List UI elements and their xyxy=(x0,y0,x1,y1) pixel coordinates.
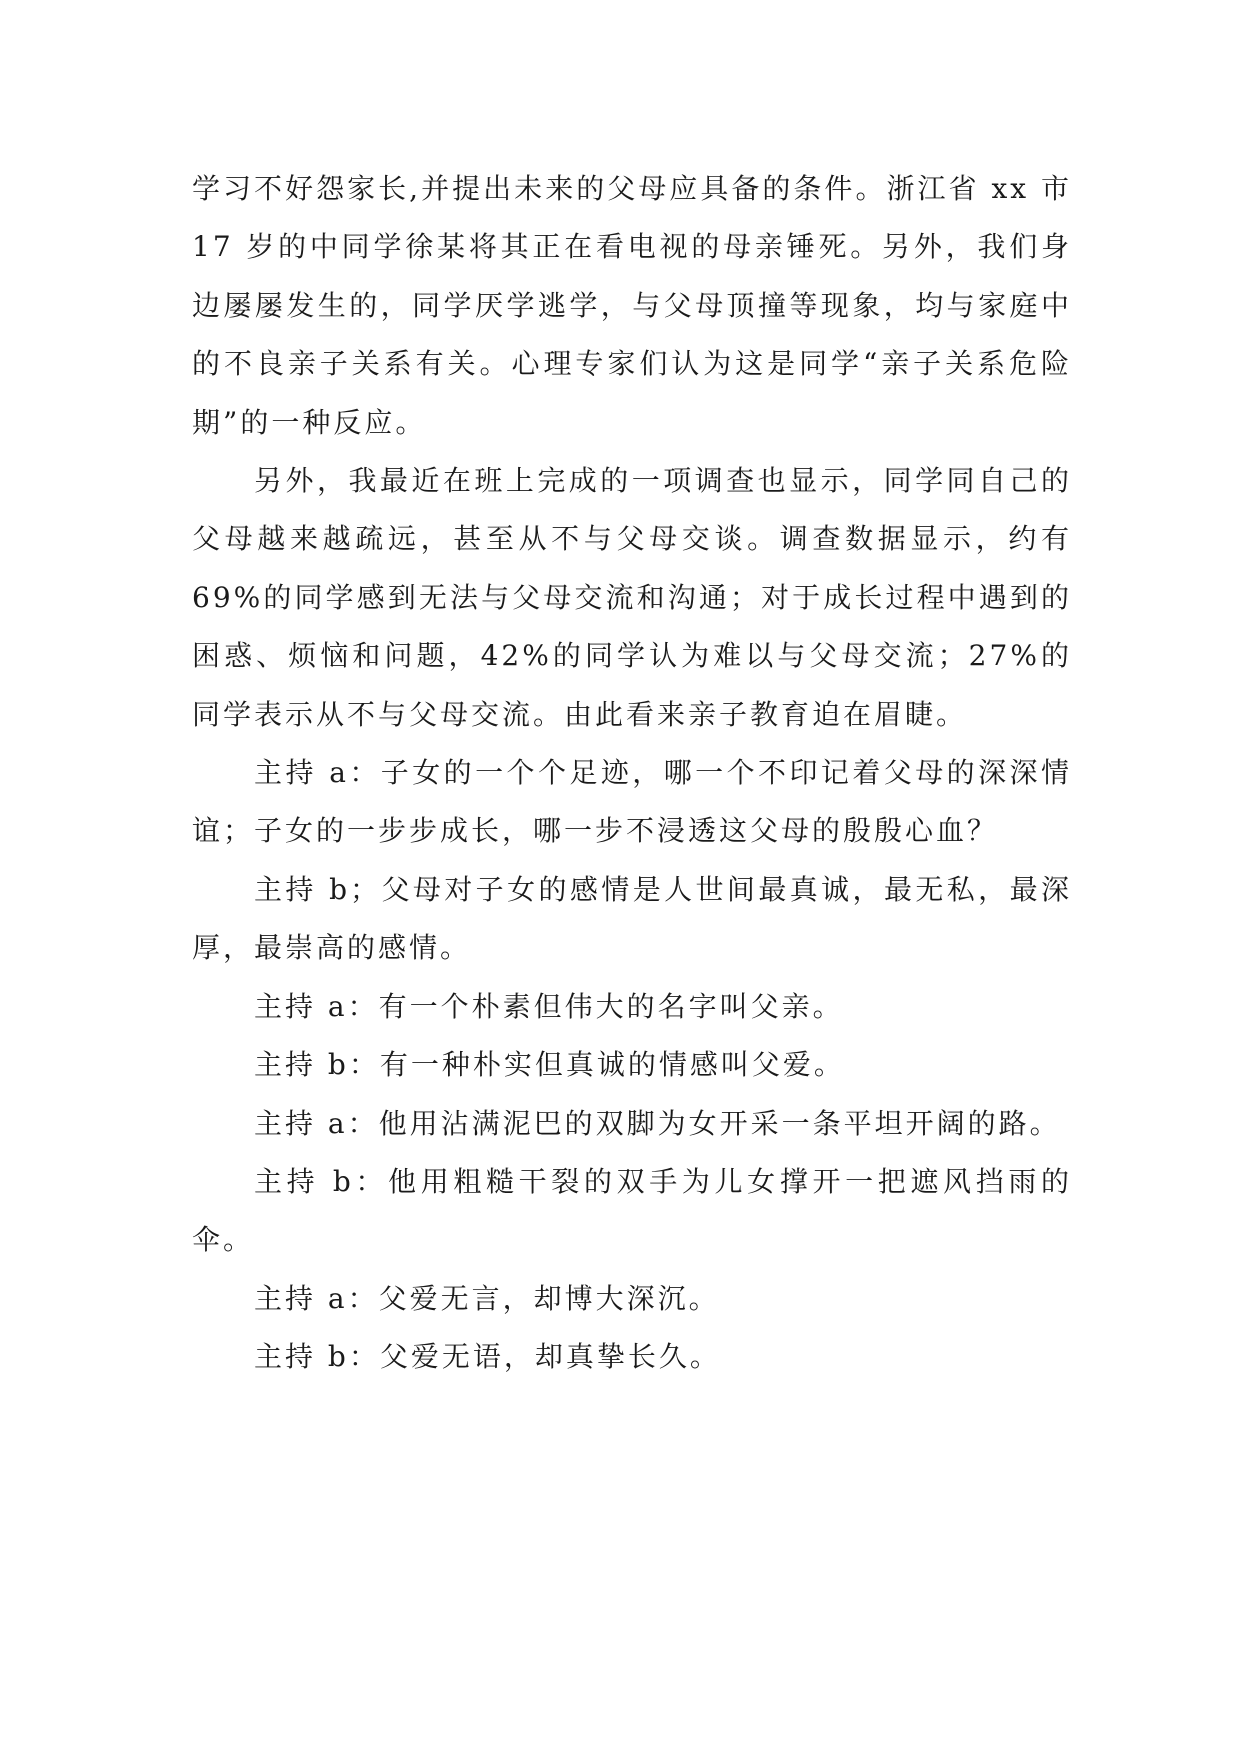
paragraph-8: 主持 b：他用粗糙干裂的双手为儿女撑开一把遮风挡雨的伞。 xyxy=(192,1164,1072,1257)
paragraph-10: 主持 b：父爱无语，却真挚长久。 xyxy=(254,1340,721,1374)
paragraph-6: 主持 b：有一种朴实但真诚的情感叫父爱。 xyxy=(254,1048,845,1082)
paragraph-3: 主持 a：子女的一个个足迹，哪一个不印记着父母的深深情谊；子女的一步步成长，哪一步不浸透这父母的殷殷心血？ xyxy=(192,756,1072,848)
paragraph-1: 学习不好怨家长,并提出未来的父母应具备的条件。浙江省 xx 市 17 岁的中同学徐某将其正在看电视的母亲锤死。另外，我们身边屡屡发生的，同学厌学逃学，与父母顶撞等现象，均与家庭中的不良亲子关系有关。心理专家们认为这是同学“亲子关系危险期”的一种反应。 xyxy=(192,172,1072,439)
paragraph-4: 主持 b；父母对子女的感情是人世间最真诚，最无私，最深厚，最崇高的感情。 xyxy=(192,872,1072,965)
paragraph-5: 主持 a：有一个朴素但伟大的名字叫父亲。 xyxy=(254,989,844,1023)
document-body xyxy=(192,160,1072,1387)
paragraph-9: 主持 a：父爱无言，却博大深沉。 xyxy=(254,1281,720,1315)
paragraph-7: 主持 a：他用沾满泥巴的双脚为女开采一条平坦开阔的路。 xyxy=(254,1106,1061,1140)
paragraph-2: 另外，我最近在班上完成的一项调查也显示，同学同自己的父母越来越疏远，甚至从不与父母交谈。调查数据显示，约有 69%的同学感到无法与父母交流和沟通；对于成长过程中遇到的困惑、烦恼和问题，42%的同学认为难以与父母交流；27%的同学表示从不与父母交流。由此看来亲子教育迫在眉睫。 xyxy=(192,464,1072,731)
